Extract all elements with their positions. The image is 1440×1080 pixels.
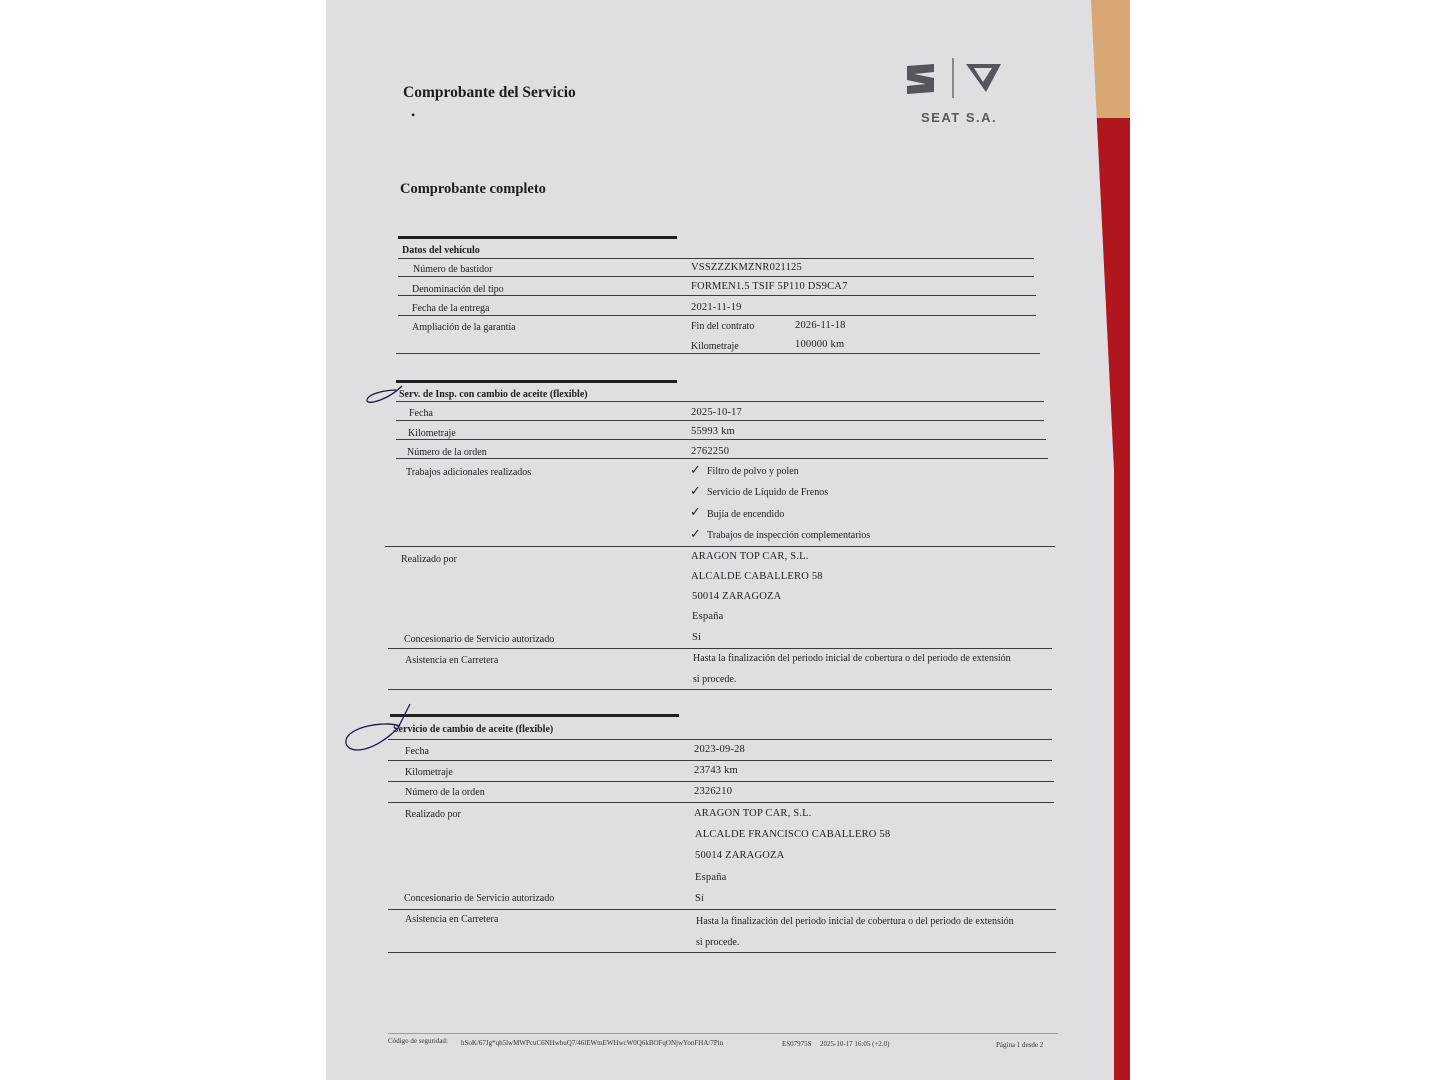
service1-dealer-value: Sí xyxy=(692,632,702,643)
seat-logo-icon xyxy=(904,58,1004,108)
service2-heading: Servicio de cambio de aceite (flexible) xyxy=(393,724,554,735)
page-number: Página 1 desde 2 xyxy=(996,1041,1044,1049)
checkmark-icon: ✓ xyxy=(690,483,701,498)
footer-rule xyxy=(388,1033,1058,1034)
security-code: hSoK/67Jg*qh5lwMWPcuC6NHwbuQ7/46lEWmEWHwcW0Q6kBOFqONjwYonFHA/7Pin xyxy=(461,1039,724,1047)
service1-dealer-label: Concesionario de Servicio autorizado xyxy=(404,634,555,645)
row-line xyxy=(398,276,1034,277)
row-line xyxy=(396,420,1044,421)
row-line xyxy=(388,648,1052,649)
row-line xyxy=(388,781,1054,782)
service1-date-label: Fecha xyxy=(409,408,433,419)
service2-dealer-value: Sí xyxy=(695,893,705,904)
service1-by-line: España xyxy=(692,611,724,622)
vin-value: VSSZZZKMZNR021125 xyxy=(691,262,802,273)
contract-end-value: 2026-11-18 xyxy=(795,320,846,331)
delivery-label: Fecha de la entrega xyxy=(412,303,490,314)
row-line xyxy=(388,760,1052,761)
extra-item: Filtro de polvo y polen xyxy=(707,466,799,477)
service2-assist-label: Asistencia en Carretera xyxy=(405,914,499,925)
row-line xyxy=(396,439,1046,440)
checkmark-icon: ✓ xyxy=(690,462,701,477)
row-line xyxy=(398,295,1036,296)
vehicle-heading: Datos del vehículo xyxy=(402,245,480,256)
service2-by-line: 50014 ZARAGOZA xyxy=(695,850,785,861)
service1-order-label: Número de la orden xyxy=(407,447,487,458)
delivery-value: 2021-11-19 xyxy=(691,302,742,313)
service1-assist-label: Asistencia en Carretera xyxy=(405,655,499,666)
service2-date-value: 2023-09-28 xyxy=(694,744,745,755)
background xyxy=(1112,0,1440,1080)
seat-cupra-logo xyxy=(904,58,1004,130)
security-code-label: Código de seguridad: xyxy=(388,1037,448,1045)
row-line xyxy=(388,739,1052,740)
service2-order-label: Número de la orden xyxy=(405,787,485,798)
section-divider xyxy=(390,714,679,717)
row-line xyxy=(388,909,1056,910)
row-line xyxy=(388,689,1052,690)
extra-item: Trabajos de inspección complementarios xyxy=(707,530,871,541)
service2-km-label: Kilometraje xyxy=(405,767,453,778)
bullet-mark: • xyxy=(411,108,416,122)
service1-assist-line: Hasta la finalización del periodo inicial de cobertura o del periodo de extensión xyxy=(693,653,1011,664)
contract-end-label: Fin del contrato xyxy=(691,321,755,332)
row-line xyxy=(396,401,1044,402)
service2-date-label: Fecha xyxy=(405,746,429,757)
row-line xyxy=(388,952,1056,953)
service2-by-label: Realizado por xyxy=(405,809,461,820)
warranty-km-label: Kilometraje xyxy=(691,341,739,352)
service2-assist-line: si procede. xyxy=(696,937,740,948)
service2-by-line: ARAGON TOP CAR, S.L. xyxy=(694,808,812,819)
section-divider xyxy=(396,380,677,383)
service2-dealer-label: Concesionario de Servicio autorizado xyxy=(404,893,555,904)
service2-by-line: ALCALDE FRANCISCO CABALLERO 58 xyxy=(695,829,891,840)
handwritten-checkmark-icon xyxy=(364,384,404,406)
service1-extra-label: Trabajos adicionales realizados xyxy=(406,467,532,478)
service1-order-value: 2762250 xyxy=(691,446,730,457)
extra-item: Servicio de Líquido de Frenos xyxy=(707,487,829,498)
row-line xyxy=(396,458,1048,459)
row-line xyxy=(398,315,1036,316)
vin-label: Número de bastidor xyxy=(413,264,493,275)
document-title: Comprobante del Servicio xyxy=(403,84,576,101)
row-line xyxy=(388,802,1054,803)
section-divider xyxy=(398,236,677,239)
service2-by-line: España xyxy=(695,872,727,883)
service1-date-value: 2025-10-17 xyxy=(691,407,742,418)
checkmark-icon: ✓ xyxy=(690,526,701,541)
service1-by-line: ALCALDE CABALLERO 58 xyxy=(691,571,823,582)
service1-km-value: 55993 km xyxy=(691,426,735,437)
row-line xyxy=(385,546,1055,547)
service1-heading: Serv. de Insp. con cambio de aceite (flexible) xyxy=(399,389,588,400)
service1-km-label: Kilometraje xyxy=(408,428,456,439)
warranty-km-value: 100000 km xyxy=(795,339,845,350)
row-line xyxy=(396,353,1040,354)
document-subtitle: Comprobante completo xyxy=(400,181,546,197)
service2-km-value: 23743 km xyxy=(694,765,738,776)
company-name: SEAT S.A. xyxy=(921,110,998,125)
footer-timestamp: 2025-10-17 16:05 (+2.0) xyxy=(820,1040,890,1048)
service1-assist-line: si procede. xyxy=(693,674,737,685)
type-value: FORMEN1.5 TSIF 5P110 DS9CA7 xyxy=(691,281,848,292)
service1-by-label: Realizado por xyxy=(401,554,457,565)
type-label: Denominación del tipo xyxy=(412,284,504,295)
checkmark-icon: ✓ xyxy=(690,504,701,519)
extra-item: Bujía de encendido xyxy=(707,509,785,520)
footer-ref: ES07975S xyxy=(782,1040,812,1048)
row-line xyxy=(398,258,1034,259)
service2-order-value: 2326210 xyxy=(694,786,733,797)
wood-surface xyxy=(1090,0,1130,118)
service1-by-line: ARAGON TOP CAR, S.L. xyxy=(691,551,809,562)
service2-assist-line: Hasta la finalización del periodo inicial de cobertura o del periodo de extensión xyxy=(696,916,1014,927)
warranty-label: Ampliación de la garantía xyxy=(412,322,516,333)
service1-by-line: 50014 ZARAGOZA xyxy=(692,591,782,602)
